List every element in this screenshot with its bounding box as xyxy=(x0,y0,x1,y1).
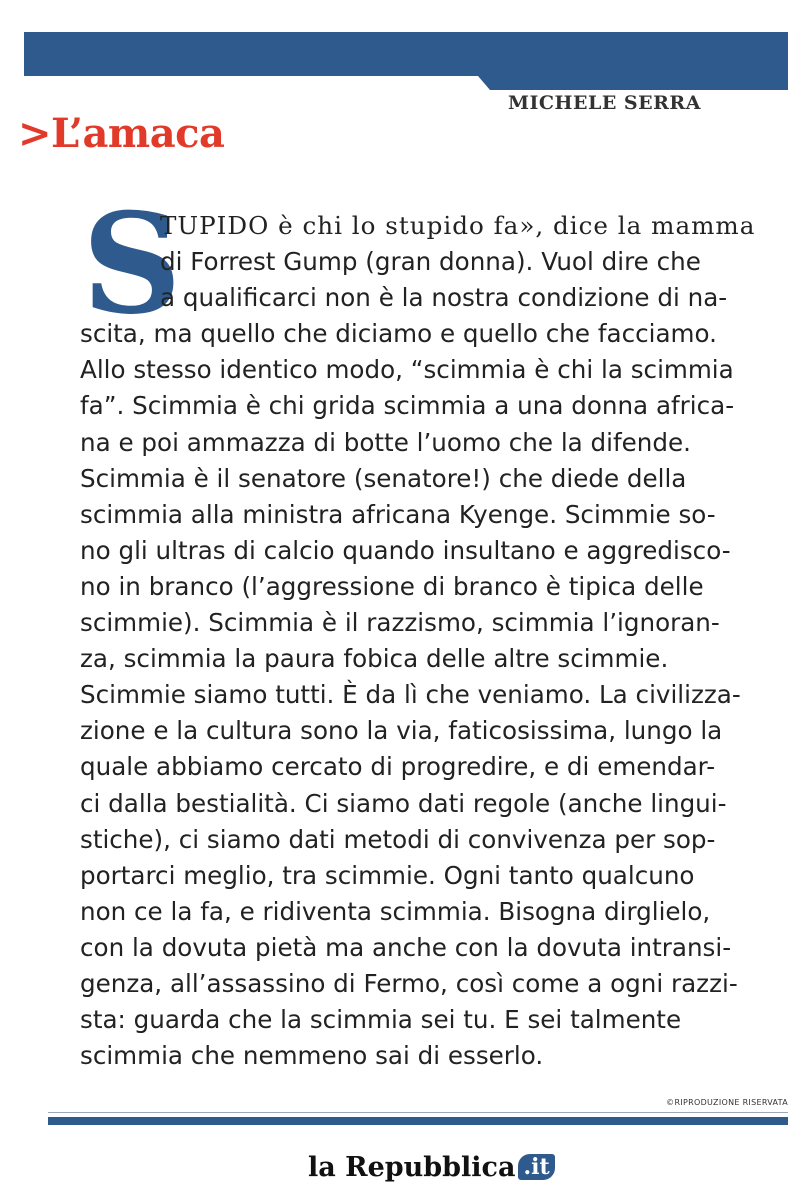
article-line: non ce la fa, e ridiventa scimmia. Bisogna dirglielo, xyxy=(80,896,711,926)
header-bar-notch xyxy=(478,76,490,90)
header-bar xyxy=(24,32,788,76)
article-line: za, scimmia la paura fobica delle altre scimmie. xyxy=(80,644,669,674)
article-line: scita, ma quello che diciamo e quello che facciamo. xyxy=(80,319,717,349)
article-line: a qualificarci non è la nostra condizione di na- xyxy=(160,283,728,313)
article-line: scimmia che nemmeno sai di esserlo. xyxy=(80,1041,544,1071)
article-line: sta: guarda che la scimmia sei tu. E sei talmente xyxy=(80,1005,682,1035)
article-line: Allo stesso identico modo, “scimmia è chi la scimmia xyxy=(80,355,734,385)
article-line: stiche), ci siamo dati metodi di convivenza per sop- xyxy=(80,824,716,854)
copyright-notice: ©RIPRODUZIONE RISERVATA xyxy=(666,1098,788,1107)
article-line: quale abbiamo cercato di progredire, e di emendar- xyxy=(80,752,716,782)
article-line: scimmia alla ministra africana Kyenge. Scimmie so- xyxy=(80,499,716,529)
article-line: na e poi ammazza di botte l’uomo che la difende. xyxy=(80,427,691,457)
footer-bar xyxy=(48,1117,788,1125)
article-line: no in branco (l’aggressione di branco è tipica delle xyxy=(80,571,704,601)
article-line: genza, all’assassino di Fermo, così come a ogni razzi- xyxy=(80,968,738,998)
article-line: di Forrest Gump (gran donna). Vuol dire che xyxy=(160,247,701,277)
article-line: Scimmie siamo tutti. È da lì che veniamo. La civilizza- xyxy=(80,680,741,710)
brand-name: la Repubblica xyxy=(308,1152,516,1183)
article-line: con la dovuta pietà ma anche con la dovuta intransi- xyxy=(80,932,732,962)
article-line: Scimmia è il senatore (senatore!) che diede della xyxy=(80,463,687,493)
article-line: fa”. Scimmia è chi grida scimmia a una donna africa- xyxy=(80,391,735,421)
drop-cap: S xyxy=(82,182,182,345)
column-title: >L’amaca xyxy=(18,110,225,157)
article-line: zione e la cultura sono la via, faticosissima, lungo la xyxy=(80,716,723,746)
article-line: portarci meglio, tra scimmie. Ogni tanto qualcuno xyxy=(80,860,695,890)
article-body xyxy=(80,182,788,1074)
article-line: scimmie). Scimmia è il razzismo, scimmia l’ignoran- xyxy=(80,608,720,638)
article-line: TUPIDO è chi lo stupido fa», dice la mamma xyxy=(160,211,756,240)
brand-suffix: .it xyxy=(518,1154,554,1180)
brand-logo[interactable] xyxy=(308,1152,555,1192)
footer-rule-thin xyxy=(48,1112,788,1113)
article-line: no gli ultras di calcio quando insultano e aggredisco- xyxy=(80,535,731,565)
article-line: ci dalla bestialità. Ci siamo dati regole (anche lingui- xyxy=(80,788,727,818)
author-name: MICHELE SERRA xyxy=(508,92,701,114)
header-bar-tab xyxy=(490,76,788,90)
